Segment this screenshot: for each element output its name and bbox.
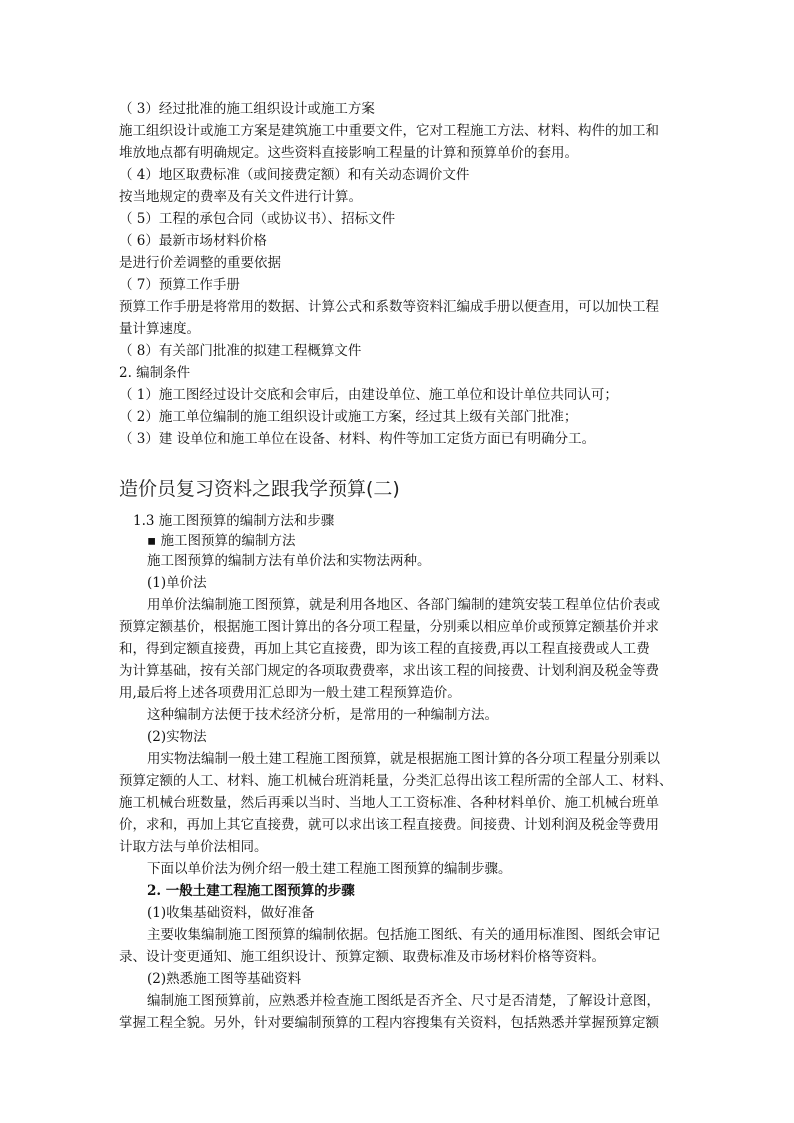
paragraph-line: 施工组织设计或施工方案是建筑施工中重要文件，它对工程施工方法、材料、构件的加工和 bbox=[119, 123, 659, 139]
step-heading: 2. 一般土建工程施工图预算的步骤 bbox=[147, 883, 355, 899]
list-item: （ 2）施工单位编制的施工组织设计或施工方案，经过其上级有关部门批准； bbox=[119, 409, 578, 425]
paragraph-line: 价，求和，再加上其它直接费，就可以求出该工程直接费。间接费、计划利润及税金等费用 bbox=[119, 817, 659, 833]
list-item-8: （ 8）有关部门批准的拟建工程概算文件 bbox=[119, 343, 362, 359]
paragraph-line: 量计算速度。 bbox=[119, 321, 200, 337]
paragraph-line: 主要收集编制施工图预算的编制依据。包括施工图纸、有关的通用标准图、图纸会审记 bbox=[147, 927, 660, 943]
paragraph-line: 预算工作手册是将常用的数据、计算公式和系数等资料汇编成手册以便查用，可以加快工程 bbox=[119, 299, 659, 315]
paragraph-line: 预算定额的人工、材料、施工机械台班消耗量，分类汇总得出该工程所需的全部人工、材料、 bbox=[119, 773, 673, 789]
list-item-6: （ 6）最新市场材料价格 bbox=[119, 233, 267, 249]
paragraph-line: 施工图预算的编制方法有单价法和实物法两种。 bbox=[147, 553, 431, 569]
paragraph-line: 预算定额基价，根据施工图计算出的各分项工程量，分别乘以相应单价或预算定额基价并求 bbox=[119, 619, 659, 635]
paragraph-line: 用,最后将上述各项费用汇总即为一般土建工程预算造价。 bbox=[119, 685, 461, 701]
section-heading: 2. 编制条件 bbox=[119, 365, 191, 381]
paragraph-line: 录、设计变更通知、施工组织设计、预算定额、取费标准及市场材料价格等资料。 bbox=[119, 949, 605, 965]
paragraph-line: 为计算基础，按有关部门规定的各项取费费率，求出该工程的间接费、计划利润及税金等费 bbox=[119, 663, 659, 679]
paragraph-line: 计取方法与单价法相同。 bbox=[119, 839, 268, 855]
list-item-7: （ 7）预算工作手册 bbox=[119, 277, 240, 293]
paragraph-line: 堆放地点都有明确规定。这些资料直接影响工程量的计算和预算单价的套用。 bbox=[119, 145, 578, 161]
method-heading: (1)单价法 bbox=[147, 575, 207, 591]
paragraph-line: 下面以单价法为例介绍一般土建工程施工图预算的编制步骤。 bbox=[147, 861, 512, 877]
paragraph-line: 施工机械台班数量，然后再乘以当时、当地人工工资标准、各种材料单价、施工机械台班单 bbox=[119, 795, 659, 811]
step-item: (1)收集基础资料，做好准备 bbox=[147, 905, 315, 921]
page-title: 造价员复习资料之跟我学预算(二) bbox=[119, 478, 400, 500]
paragraph-line: 用单价法编制施工图预算，就是利用各地区、各部门编制的建筑安装工程单位估价表或 bbox=[147, 597, 660, 613]
list-item-4: （ 4）地区取费标准（或间接费定额）和有关动态调价文件 bbox=[119, 167, 470, 183]
list-item: （ 3）建 设单位和施工单位在设备、材料、构件等加工定货方面已有明确分工。 bbox=[119, 431, 596, 447]
paragraph-line: 编制施工图预算前，应熟悉并检查施工图纸是否齐全、尺寸是否清楚，了解设计意图， bbox=[147, 993, 660, 1009]
paragraph-line: 是进行价差调整的重要依据 bbox=[119, 255, 281, 271]
paragraph-line: 掌握工程全貌。另外，针对要编制预算的工程内容搜集有关资料，包括熟悉并掌握预算定额 bbox=[119, 1015, 659, 1031]
paragraph-line: 用实物法编制一般土建工程施工图预算，就是根据施工图计算的各分项工程量分别乘以 bbox=[147, 751, 660, 767]
sub-heading: 1.3 施工图预算的编制方法和步骤 bbox=[133, 513, 335, 529]
paragraph-line: 和，得到定额直接费，再加上其它直接费，即为该工程的直接费,再以工程直接费或人工费 bbox=[119, 641, 650, 657]
paragraph-line: 按当地规定的费率及有关文件进行计算。 bbox=[119, 189, 362, 205]
step-item: (2)熟悉施工图等基础资料 bbox=[147, 971, 302, 987]
bullet-heading: ▪ 施工图预算的编制方法 bbox=[147, 533, 296, 549]
paragraph-line: 这种编制方法便于技术经济分析，是常用的一种编制方法。 bbox=[147, 707, 498, 723]
list-item: （ 1）施工图经过设计交底和会审后，由建设单位、施工单位和设计单位共同认可； bbox=[119, 387, 618, 403]
list-item-5: （ 5）工程的承包合同（或协议书）、招标文件 bbox=[119, 211, 396, 227]
method-heading: (2)实物法 bbox=[147, 729, 207, 745]
list-item-3: （ 3）经过批准的施工组织设计或施工方案 bbox=[119, 101, 375, 117]
